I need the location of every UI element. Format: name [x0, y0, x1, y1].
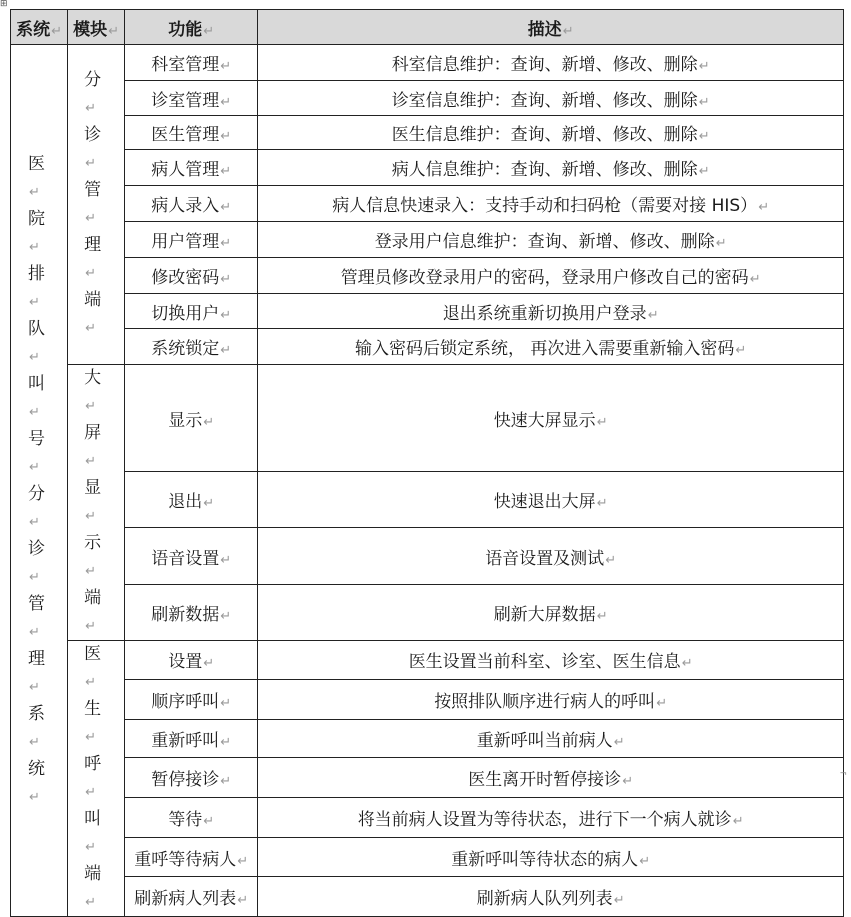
description-cell: 按照排队顺序进行病人的呼叫↵ [258, 679, 844, 719]
function-cell: 病人录入↵ [125, 186, 258, 222]
table-row [11, 365, 844, 472]
page-corner-mark: ¬ [839, 769, 847, 779]
table-row [11, 641, 844, 680]
function-cell: 系统锁定↵ [125, 329, 258, 365]
table-header-row [11, 10, 844, 45]
table-row [11, 758, 844, 798]
header-module: 模块↵ [68, 10, 125, 45]
function-cell: 科室管理↵ [125, 45, 258, 81]
function-cell: 等待↵ [125, 798, 258, 838]
table-anchor-icon[interactable]: ⊞ [0, 0, 8, 9]
function-cell: 顺序呼叫↵ [125, 679, 258, 719]
table-row [11, 679, 844, 719]
description-cell: 病人信息快速录入：支持手动和扫码枪（需要对接 HIS）↵ [258, 186, 844, 222]
table-row [11, 222, 844, 258]
function-cell: 医生管理↵ [125, 116, 258, 150]
table-row [11, 528, 844, 584]
description-cell: 管理员修改登录用户的密码，登录用户修改自己的密码↵ [258, 258, 844, 294]
table-row [11, 258, 844, 294]
function-cell: 刷新病人列表↵ [125, 877, 258, 917]
function-cell: 设置↵ [125, 641, 258, 680]
header-system: 系统↵ [11, 10, 68, 45]
function-cell: 退出↵ [125, 472, 258, 528]
table-row [11, 45, 844, 81]
table-row [11, 719, 844, 758]
function-cell: 修改密码↵ [125, 258, 258, 294]
module-name-cell: 分↵ 诊↵ 管↵ 理↵ 端↵ [68, 45, 125, 365]
function-cell: 暂停接诊↵ [125, 758, 258, 798]
function-cell: 诊室管理↵ [125, 81, 258, 116]
function-cell: 语音设置↵ [125, 528, 258, 584]
table-row [11, 186, 844, 222]
function-cell: 病人管理↵ [125, 150, 258, 186]
description-cell: 登录用户信息维护：查询、新增、修改、删除↵ [258, 222, 844, 258]
function-cell: 切换用户↵ [125, 294, 258, 329]
description-cell: 快速大屏显示↵ [258, 365, 844, 472]
description-cell: 快速退出大屏↵ [258, 472, 844, 528]
description-cell: 科室信息维护：查询、新增、修改、删除↵ [258, 45, 844, 81]
description-cell: 医生信息维护：查询、新增、修改、删除↵ [258, 116, 844, 150]
description-cell: 医生设置当前科室、诊室、医生信息↵ [258, 641, 844, 680]
description-cell: 退出系统重新切换用户登录↵ [258, 294, 844, 329]
description-cell: 医生离开时暂停接诊↵ [258, 758, 844, 798]
table-row [11, 798, 844, 838]
description-cell: 诊室信息维护：查询、新增、修改、删除↵ [258, 81, 844, 116]
module-name-cell: 大↵ 屏↵ 显↵ 示↵ 端↵ [68, 365, 125, 641]
function-cell: 重呼等待病人↵ [125, 838, 258, 877]
table-row [11, 838, 844, 877]
description-cell: 刷新病人队列列表↵ [258, 877, 844, 917]
system-name-cell: 医↵ 院↵ 排↵ 队↵ 叫↵ 号↵ 分↵ 诊↵ 管↵ 理↵ 系↵ 统↵ [11, 45, 68, 917]
description-cell: 病人信息维护：查询、新增、修改、删除↵ [258, 150, 844, 186]
header-function: 功能↵ [125, 10, 258, 45]
table-row [11, 584, 844, 640]
description-cell: 将当前病人设置为等待状态，进行下一个病人就诊↵ [258, 798, 844, 838]
module-name-cell: 医↵ 生↵ 呼↵ 叫↵ 端↵ [68, 641, 125, 917]
header-description: 描述↵ [258, 10, 844, 45]
table-row [11, 81, 844, 116]
description-cell: 语音设置及测试↵ [258, 528, 844, 584]
function-cell: 刷新数据↵ [125, 584, 258, 640]
function-cell: 重新呼叫↵ [125, 719, 258, 758]
description-cell: 重新呼叫等待状态的病人↵ [258, 838, 844, 877]
description-cell: 重新呼叫当前病人↵ [258, 719, 844, 758]
table-row [11, 150, 844, 186]
function-cell: 用户管理↵ [125, 222, 258, 258]
table-row [11, 472, 844, 528]
table-row [11, 294, 844, 329]
table-row [11, 329, 844, 365]
table-row [11, 877, 844, 917]
function-cell: 显示↵ [125, 365, 258, 472]
description-cell: 刷新大屏数据↵ [258, 584, 844, 640]
description-cell: 输入密码后锁定系统， 再次进入需要重新输入密码↵ [258, 329, 844, 365]
table-row [11, 116, 844, 150]
